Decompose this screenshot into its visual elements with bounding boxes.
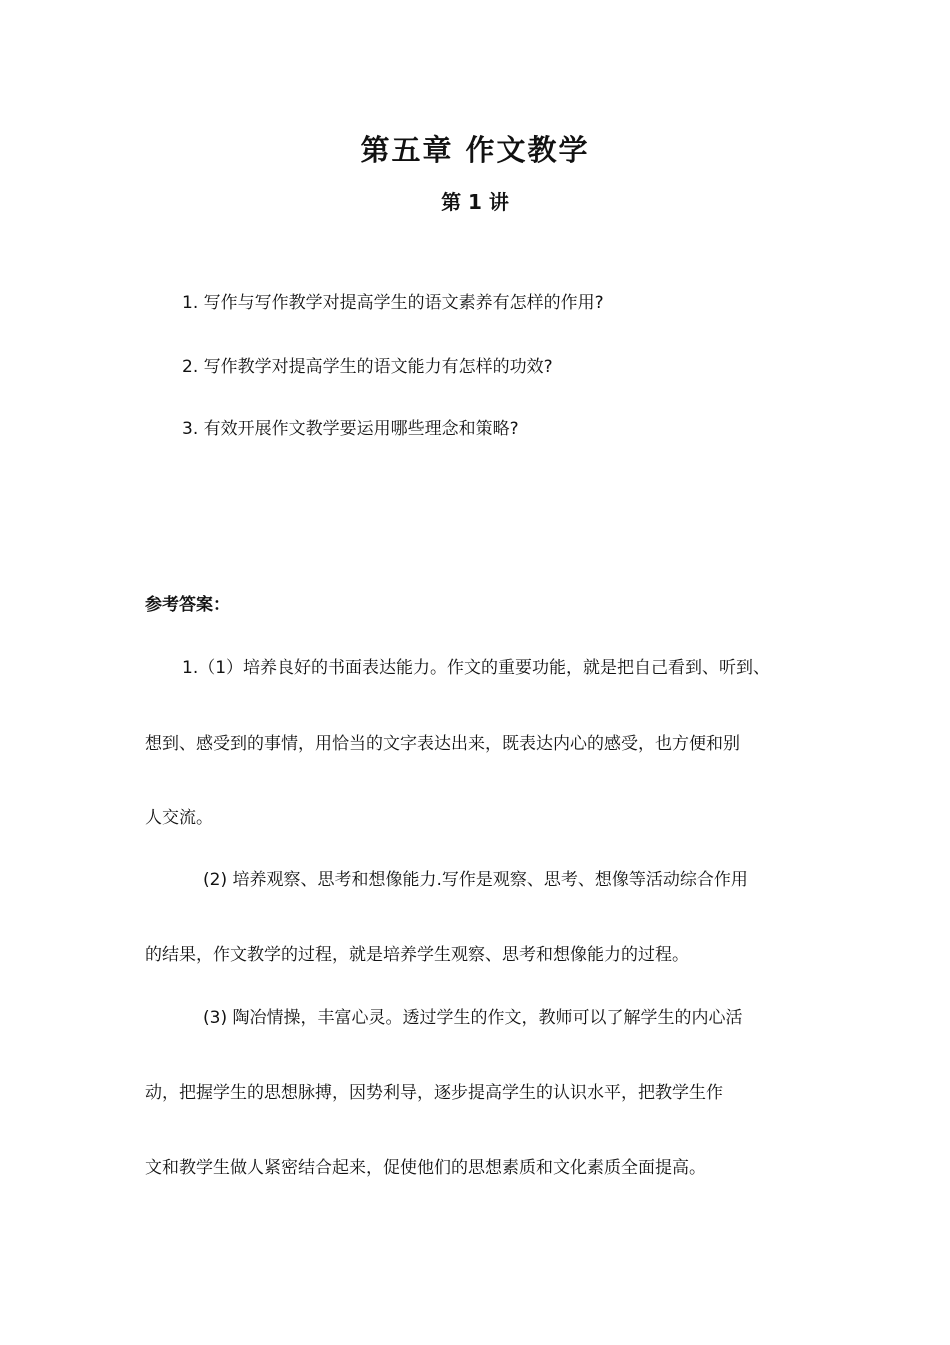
lecture-title: 第 1 讲 bbox=[441, 190, 509, 214]
question-2: 2. 写作教学对提高学生的语文能力有怎样的功效? bbox=[182, 357, 553, 377]
answer-line: 文和教学生做人紧密结合起来，促使他们的思想素质和文化素质全面提高。 bbox=[145, 1158, 706, 1178]
answer-line: 动，把握学生的思想脉搏，因势利导，逐步提高学生的认识水平，把教学生作 bbox=[145, 1083, 723, 1103]
answer-line: 的结果，作文教学的过程，就是培养学生观察、思考和想像能力的过程。 bbox=[145, 945, 689, 965]
answer-line: (3) 陶冶情操，丰富心灵。透过学生的作文，教师可以了解学生的内心活 bbox=[203, 1008, 743, 1028]
answer-line: 人交流。 bbox=[145, 808, 213, 828]
answers-heading: 参考答案： bbox=[145, 595, 230, 615]
question-1: 1. 写作与写作教学对提高学生的语文素养有怎样的作用? bbox=[182, 293, 604, 313]
chapter-title: 第五章 作文教学 bbox=[360, 133, 590, 167]
answer-line: (2) 培养观察、思考和想像能力.写作是观察、思考、想像等活动综合作用 bbox=[203, 870, 748, 890]
answer-line: 想到、感受到的事情，用恰当的文字表达出来，既表达内心的感受，也方便和别 bbox=[145, 734, 740, 754]
answer-line: 1.（1）培养良好的书面表达能力。作文的重要功能，就是把自己看到、听到、 bbox=[182, 658, 771, 678]
question-3: 3. 有效开展作文教学要运用哪些理念和策略? bbox=[182, 419, 519, 439]
